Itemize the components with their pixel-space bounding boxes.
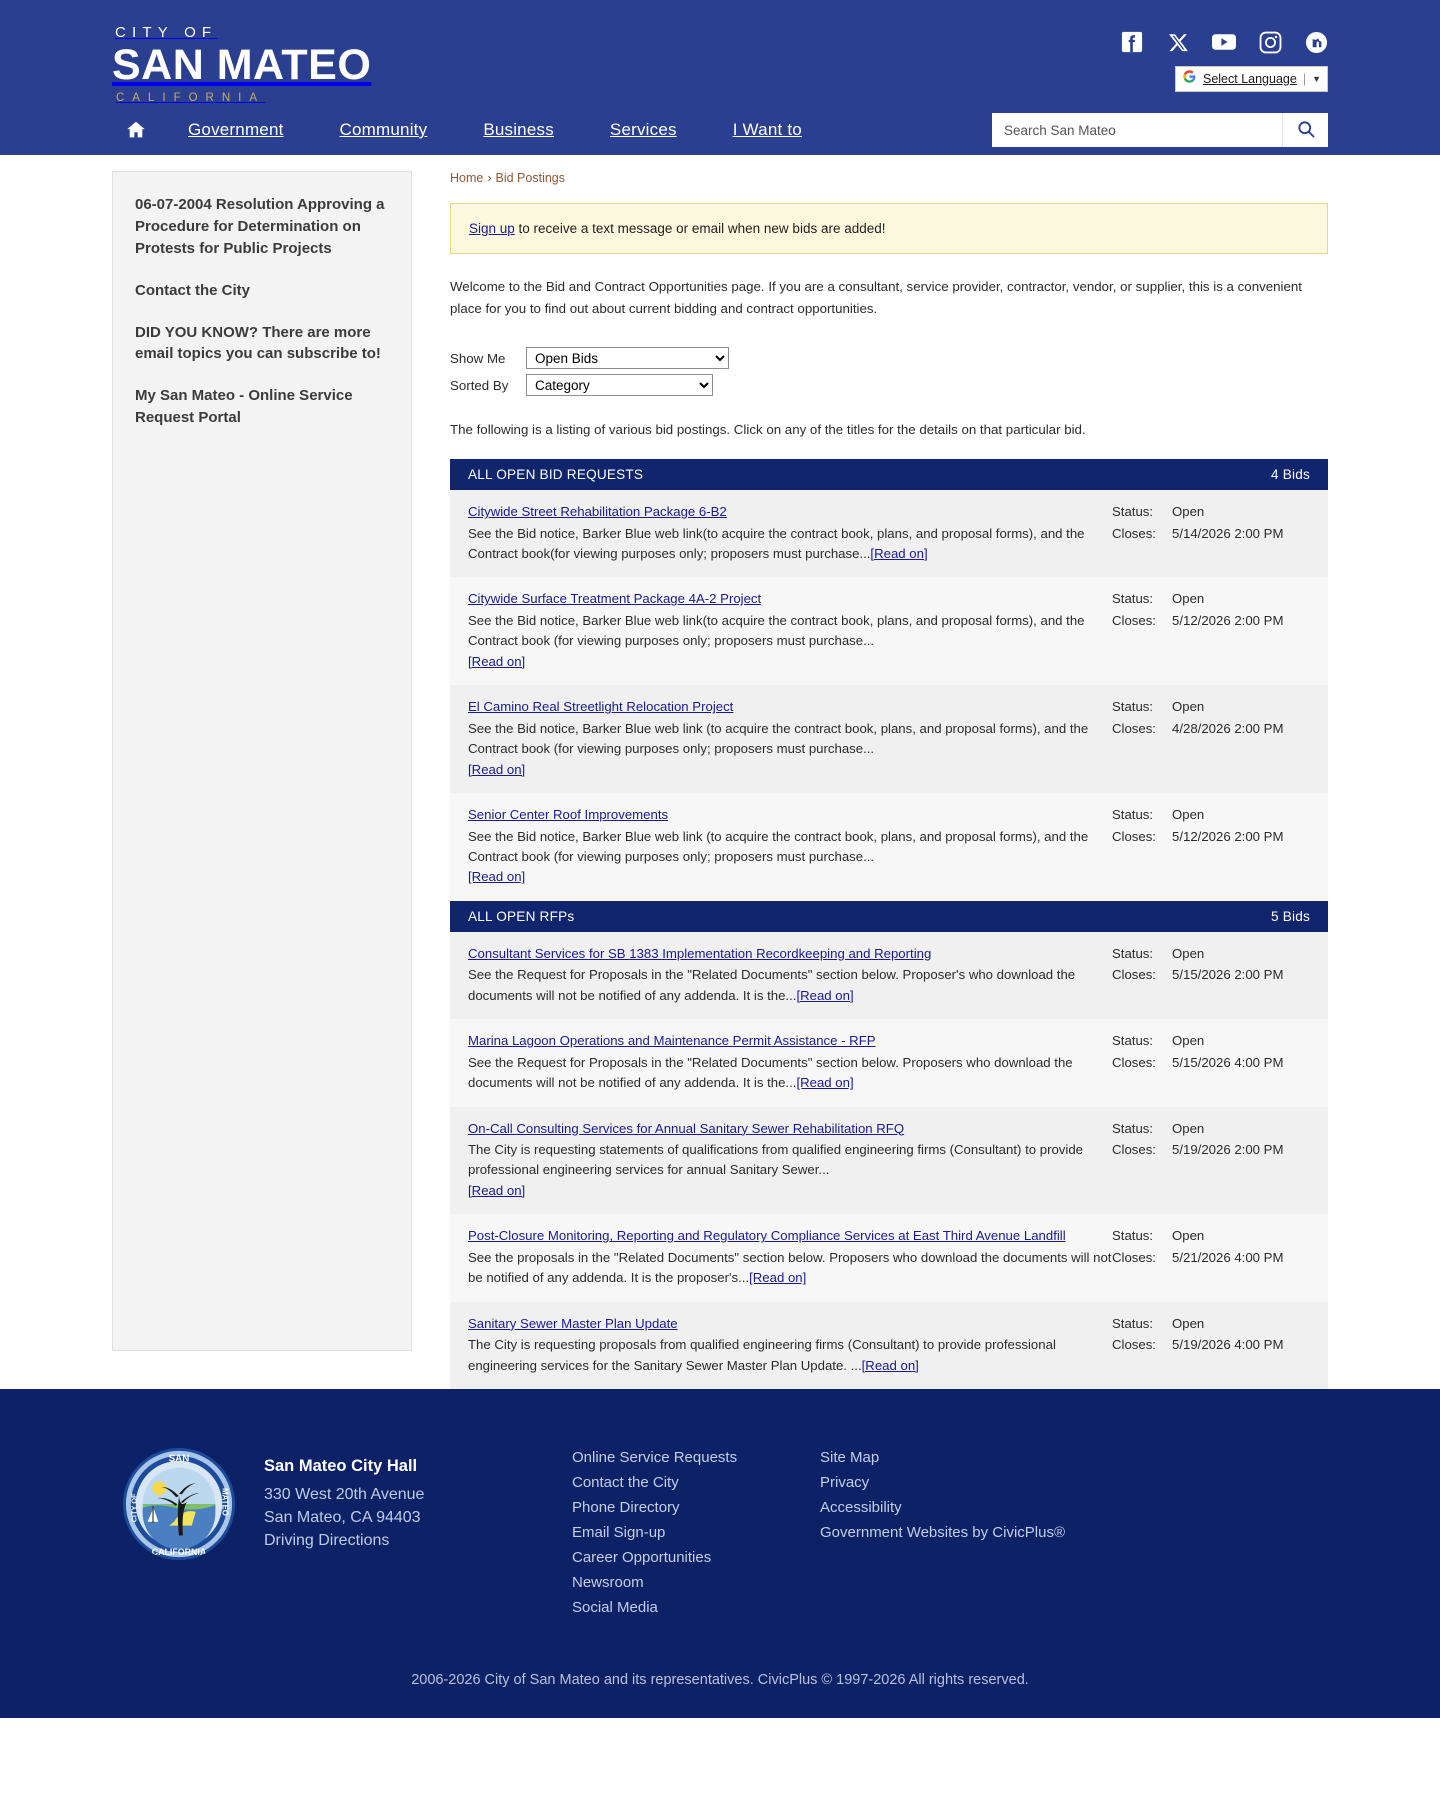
status-value: Open	[1172, 1228, 1205, 1244]
nav-item-community[interactable]: Community	[339, 120, 428, 139]
signup-notice-text: to receive a text message or email when new bids are added!	[514, 221, 886, 236]
home-icon[interactable]	[112, 110, 160, 150]
city-seal-icon	[120, 1445, 238, 1563]
closes-label: Closes:	[1112, 1054, 1156, 1070]
footer-link-phone-directory[interactable]: Phone Directory	[572, 1499, 680, 1517]
closes-label: Closes:	[1112, 525, 1156, 541]
bid-row-main	[468, 589, 1112, 672]
bid-section-title: ALL OPEN BID REQUESTS	[468, 467, 644, 483]
bid-row-main	[468, 1119, 1112, 1202]
intro-paragraph: Welcome to the Bid and Contract Opportunities page. If you are a consultant, service provider, contractor, vendor, or supplier, this is a convenient place for you to find out about current bidding and contract opportunities.	[450, 279, 1302, 316]
sidebar-item-resolution[interactable]: 06-07-2004 Resolution Approving a Procedure for Determination on Protests for Public Projects	[135, 196, 385, 257]
main-navigation	[0, 105, 1440, 155]
bid-section-count: 5 Bids	[1271, 908, 1310, 924]
sidebar-item-did-you-know[interactable]: DID YOU KNOW? There are more email topics you can subscribe to!	[135, 323, 381, 363]
bid-title-link[interactable]: Citywide Surface Treatment Package 4A-2 Project	[468, 591, 762, 607]
closes-value: 5/15/2026 4:00 PM	[1172, 1054, 1284, 1070]
footer-main	[112, 1445, 1328, 1620]
google-translate-widget[interactable]	[1175, 66, 1328, 92]
bid-description: See the Bid notice, Barker Blue web link (to acquire the contract book, plans, and proposal forms), and the Contract book (for viewing purposes only; proposers must purchase... [Read on]	[468, 720, 1089, 777]
bid-description: See the proposals in the "Related Documents" section below. Proposers who download the documents will not be notified of any addenda. It is the proposer's...[Read on]	[468, 1249, 1112, 1286]
signup-notice	[450, 203, 1328, 254]
city-hall-name: San Mateo City Hall	[264, 1457, 418, 1476]
closes-value: 5/14/2026 2:00 PM	[1172, 525, 1284, 541]
site-header	[0, 0, 1440, 155]
header-right-group	[1120, 22, 1328, 92]
bid-section	[450, 459, 1328, 901]
closes-label: Closes:	[1112, 1142, 1156, 1158]
status-label: Status:	[1112, 504, 1154, 520]
closes-label: Closes:	[1112, 967, 1156, 983]
sorted-by-select[interactable]	[526, 374, 713, 396]
bid-title-link[interactable]: El Camino Real Streetlight Relocation Project	[468, 699, 734, 715]
bid-row-main	[468, 697, 1112, 780]
search-bar	[992, 113, 1328, 147]
logo-line-city-of: CITY OF	[115, 24, 218, 41]
closes-label: Closes:	[1112, 612, 1156, 628]
closes-label: Closes:	[1112, 1337, 1156, 1353]
bid-row	[450, 577, 1328, 685]
closes-value: 5/19/2026 4:00 PM	[1172, 1337, 1284, 1353]
city-hall-street: 330 West 20th Avenue	[264, 1486, 425, 1504]
status-value: Open	[1172, 807, 1205, 823]
read-on-link[interactable]: [Read on]	[796, 1075, 854, 1091]
bid-description: See the Bid notice, Barker Blue web link (to acquire the contract book, plans, and proposal forms), and the Contract book (for viewing purposes only; proposers must purchase... [Read on]	[468, 828, 1089, 885]
bid-meta	[1112, 589, 1310, 631]
bid-row-main	[468, 805, 1112, 888]
header-top-bar	[0, 0, 1440, 105]
bid-section-header	[450, 459, 1328, 490]
bid-row-main	[468, 502, 1112, 564]
sign-up-link[interactable]: Sign up	[469, 221, 515, 236]
bid-meta	[1112, 1119, 1310, 1161]
status-label: Status:	[1112, 945, 1154, 961]
status-label: Status:	[1112, 699, 1154, 715]
bid-row	[450, 1107, 1328, 1215]
translate-label[interactable]: Select Language	[1202, 72, 1297, 86]
city-hall-city-state: San Mateo, CA 94403	[264, 1509, 421, 1527]
bid-sections	[450, 459, 1328, 1389]
bid-title-link[interactable]: Citywide Street Rehabilitation Package 6-B2	[468, 504, 727, 520]
footer-link-site-map[interactable]: Site Map	[820, 1449, 880, 1467]
status-value: Open	[1172, 1315, 1205, 1331]
footer-link-government-websites-by-civicplus[interactable]: Government Websites by CivicPlus®	[820, 1524, 1066, 1542]
breadcrumb-current: Bid Postings	[495, 171, 565, 185]
bid-description: See the Request for Proposals in the "Related Documents" section below. Proposer's who download the documents will not be notified of any addenda. It is the...[Read on]	[468, 967, 1076, 1003]
bid-row-main	[468, 1031, 1112, 1093]
bid-description: The City is requesting statements of qualifications from qualified engineering firms (Consultant) to provide professional engineering services for annual Sanitary Sewer... [Read on]	[468, 1142, 1083, 1198]
svg-text:SAN: SAN	[168, 1453, 190, 1465]
search-button[interactable]	[1282, 113, 1328, 147]
listing-intro-paragraph: The following is a listing of various bid postings. Click on any of the titles for the details on that particular bid.	[450, 422, 1086, 438]
facebook-icon[interactable]	[1120, 30, 1144, 54]
bid-row	[450, 932, 1328, 1019]
x-twitter-icon[interactable]	[1166, 30, 1190, 54]
svg-text:CALIFORNIA: CALIFORNIA	[151, 1547, 207, 1558]
bid-meta	[1112, 502, 1310, 544]
closes-value: 5/19/2026 2:00 PM	[1172, 1142, 1284, 1158]
logo-line-san-mateo: SAN MATEO	[112, 41, 372, 89]
status-value: Open	[1172, 1033, 1205, 1049]
bid-section-header	[450, 901, 1328, 932]
footer-link-social-media[interactable]: Social Media	[572, 1599, 658, 1617]
nextdoor-icon[interactable]	[1304, 30, 1328, 54]
read-on-link[interactable]: [Read on]	[468, 869, 526, 885]
closes-label: Closes:	[1112, 828, 1156, 844]
status-value: Open	[1172, 699, 1205, 715]
bid-title-link[interactable]: Senior Center Roof Improvements	[468, 807, 669, 823]
driving-directions-link[interactable]: Driving Directions	[264, 1532, 390, 1550]
breadcrumb	[450, 171, 1328, 185]
status-label: Status:	[1112, 807, 1154, 823]
chevron-down-icon[interactable]: ▼	[1312, 74, 1321, 84]
bid-meta	[1112, 1226, 1310, 1268]
bid-title-link[interactable]: On-Call Consulting Services for Annual Sanitary Sewer Rehabilitation RFQ	[468, 1120, 905, 1136]
site-logo[interactable]	[112, 22, 371, 104]
nav-item-government[interactable]: Government	[188, 120, 284, 139]
closes-value: 4/28/2026 2:00 PM	[1172, 720, 1284, 736]
bid-meta	[1112, 697, 1310, 739]
status-label: Status:	[1112, 1033, 1154, 1049]
bid-meta	[1112, 944, 1310, 986]
footer-address	[264, 1445, 424, 1563]
bid-description: The City is requesting proposals from qualified engineering firms (Consultant) to provide professional engineering services for the Sanitary Sewer Master Plan Update. ...[Read on]	[468, 1337, 1056, 1373]
bid-meta	[1112, 805, 1310, 847]
status-value: Open	[1172, 1120, 1205, 1136]
bid-row	[450, 1302, 1328, 1389]
status-label: Status:	[1112, 1315, 1154, 1331]
google-g-icon	[1182, 69, 1197, 89]
footer-link-contact-the-city[interactable]: Contact the City	[572, 1474, 679, 1492]
footer-links-column-1	[572, 1445, 820, 1620]
footer-link-privacy[interactable]: Privacy	[820, 1474, 870, 1492]
bid-row-main	[468, 1314, 1112, 1376]
nav-item-business[interactable]: Business	[483, 120, 554, 139]
bid-meta	[1112, 1031, 1310, 1073]
bid-title-link[interactable]: Post-Closure Monitoring, Reporting and Regulatory Compliance Services at East Third Avenue Landfill	[468, 1228, 1066, 1244]
closes-label: Closes:	[1112, 720, 1156, 736]
read-on-link[interactable]: [Read on]	[468, 1182, 526, 1198]
footer-brand	[112, 1445, 572, 1563]
bid-section-count: 4 Bids	[1271, 467, 1310, 483]
bid-row	[450, 1019, 1328, 1106]
read-on-link[interactable]: [Read on]	[468, 653, 526, 669]
svg-text:CITY OF: CITY OF	[129, 1493, 139, 1523]
search-icon	[1296, 119, 1316, 142]
status-label: Status:	[1112, 591, 1154, 607]
footer-link-career-opportunities[interactable]: Career Opportunities	[572, 1549, 712, 1567]
site-footer	[0, 1389, 1440, 1718]
nav-item-i-want-to[interactable]: I Want to	[732, 120, 802, 139]
filters	[450, 347, 1328, 396]
status-value: Open	[1172, 504, 1205, 520]
sidebar-item-my-san-mateo[interactable]: My San Mateo - Online Service Request Portal	[135, 387, 353, 427]
closes-value: 5/12/2026 2:00 PM	[1172, 828, 1284, 844]
logo-line-california: CALIFORNIA	[116, 91, 266, 104]
instagram-icon[interactable]	[1258, 30, 1282, 54]
closes-value: 5/12/2026 2:00 PM	[1172, 612, 1284, 628]
bid-title-link[interactable]: Sanitary Sewer Master Plan Update	[468, 1315, 678, 1331]
status-value: Open	[1172, 945, 1205, 961]
show-me-select[interactable]	[526, 347, 729, 369]
read-on-link[interactable]: [Read on]	[468, 761, 526, 777]
bid-row-main	[468, 1226, 1112, 1288]
bid-title-link[interactable]: Marina Lagoon Operations and Maintenance Permit Assistance - RFP	[468, 1033, 876, 1049]
filter-row-sorted-by	[450, 374, 1328, 396]
closes-label: Closes:	[1112, 1249, 1156, 1265]
footer-link-accessibility[interactable]: Accessibility	[820, 1499, 902, 1517]
bid-title-link[interactable]: Consultant Services for SB 1383 Implementation Recordkeeping and Reporting	[468, 945, 932, 961]
bid-row	[450, 793, 1328, 901]
bid-row-main	[468, 944, 1112, 1006]
bid-row	[450, 490, 1328, 577]
filter-row-show-me	[450, 347, 1328, 369]
bid-section	[450, 901, 1328, 1389]
closes-value: 5/15/2026 2:00 PM	[1172, 967, 1284, 983]
status-label: Status:	[1112, 1228, 1154, 1244]
read-on-link[interactable]: [Read on]	[749, 1270, 807, 1286]
read-on-link[interactable]: [Read on]	[796, 987, 854, 1003]
translate-separator: |	[1302, 72, 1307, 86]
closes-value: 5/21/2026 4:00 PM	[1172, 1249, 1284, 1265]
footer-link-email-sign-up[interactable]: Email Sign-up	[572, 1524, 666, 1542]
youtube-icon[interactable]	[1212, 30, 1236, 54]
social-links	[1120, 30, 1328, 54]
read-on-link[interactable]: [Read on]	[861, 1357, 919, 1373]
sidebar	[112, 171, 412, 1351]
copyright-text: 2006-2026 City of San Mateo and its representatives. CivicPlus © 1997-2026 All rights reserved.	[411, 1672, 1029, 1689]
bid-meta	[1112, 1314, 1310, 1356]
footer-link-newsroom[interactable]: Newsroom	[572, 1574, 644, 1592]
bid-row	[450, 1214, 1328, 1301]
main-content	[412, 155, 1328, 1389]
status-value: Open	[1172, 591, 1205, 607]
search-input[interactable]	[992, 113, 1282, 147]
bid-section-title: ALL OPEN RFPs	[468, 908, 575, 924]
footer-link-online-service-requests[interactable]: Online Service Requests	[572, 1449, 738, 1467]
bid-row	[450, 685, 1328, 793]
read-on-link[interactable]: [Read on]	[870, 545, 928, 561]
bid-description: See the Bid notice, Barker Blue web link(to acquire the contract book, plans, and proposal forms), and the Contract book(for viewing purposes only; proposers must purchase...[Read on]	[468, 525, 1085, 561]
show-me-label: Show Me	[450, 350, 506, 366]
breadcrumb-separator: ›	[487, 171, 492, 185]
breadcrumb-home[interactable]: Home	[450, 171, 484, 185]
sorted-by-label: Sorted By	[450, 377, 509, 393]
footer-links-column-2	[820, 1445, 1065, 1545]
sidebar-item-contact-the-city[interactable]: Contact the City	[135, 281, 251, 299]
nav-item-services[interactable]: Services	[609, 120, 677, 139]
bid-description: See the Bid notice, Barker Blue web link(to acquire the contract book, plans, and proposal forms), and the Contract book (for viewing purposes only; proposers must purchase... [Read on]	[468, 612, 1085, 669]
svg-text:MATEO: MATEO	[220, 1488, 230, 1517]
status-label: Status:	[1112, 1120, 1154, 1136]
bid-description: See the Request for Proposals in the "Related Documents" section below. Proposers who download the documents will not be notified of any addenda. It is the...[Read on]	[468, 1054, 1073, 1091]
page-body	[0, 155, 1440, 1389]
